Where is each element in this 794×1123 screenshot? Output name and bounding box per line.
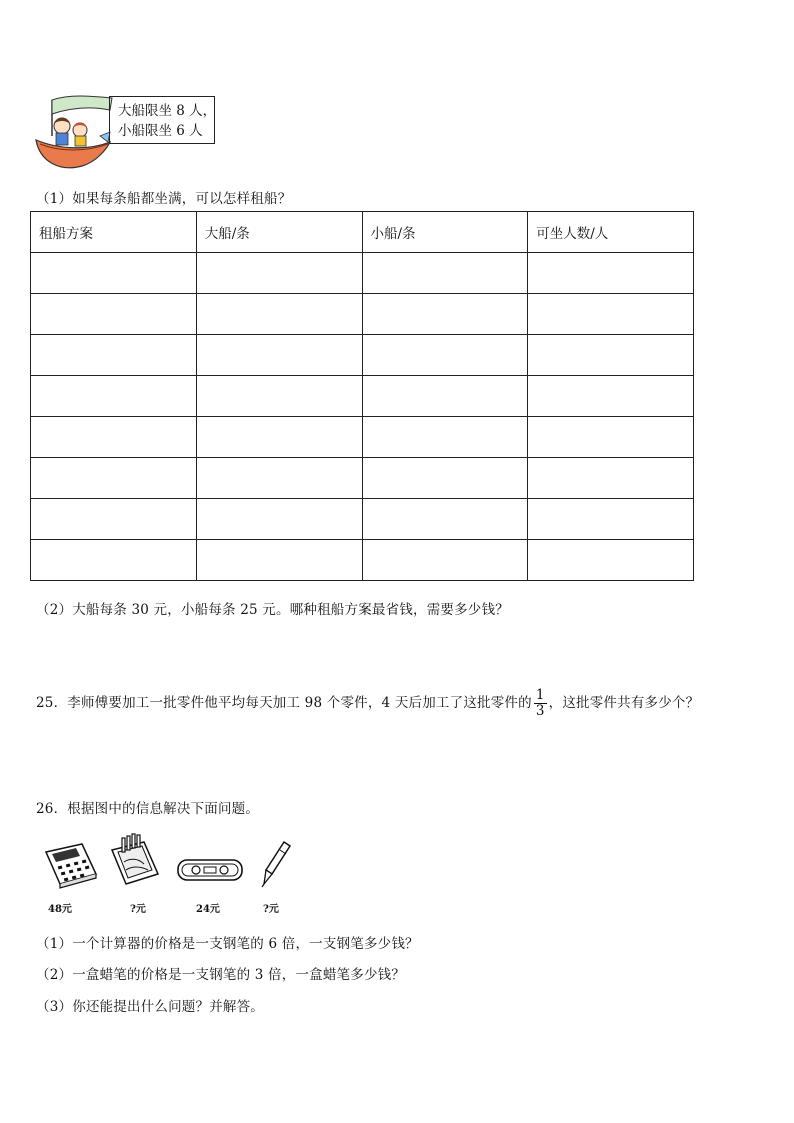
q24-part2-text: （2）大船每条 30 元，小船每条 25 元。哪种租船方案最省钱，需要多少钱？: [36, 602, 509, 618]
header-small-boats: 小船/条: [362, 212, 528, 253]
table-row: [31, 335, 694, 376]
boat-children-illustration: [30, 92, 114, 174]
table-header-row: [31, 212, 694, 253]
q26-part1-text: （1）一个计算器的价格是一支钢笔的 6 倍，一支钢笔多少钱？: [36, 936, 419, 952]
table-cell[interactable]: [528, 335, 694, 376]
table-cell[interactable]: [528, 376, 694, 417]
pencil-case-icon: [176, 854, 244, 890]
fraction-denominator: 3: [535, 703, 545, 719]
table-cell[interactable]: [196, 540, 362, 581]
calculator-icon: [42, 840, 98, 894]
q26-title: 26．根据图中的信息解决下面问题。: [36, 801, 260, 817]
table-cell[interactable]: [528, 540, 694, 581]
table-row: [31, 458, 694, 499]
callout-line-2: 小船限坐 6 人: [118, 123, 203, 139]
table-cell[interactable]: [362, 458, 528, 499]
table-row: [31, 253, 694, 294]
table-cell[interactable]: [362, 499, 528, 540]
header-plan: 租船方案: [31, 212, 197, 253]
table-cell[interactable]: [362, 376, 528, 417]
crayon-box-price: ?元: [130, 904, 146, 915]
table-cell[interactable]: [196, 253, 362, 294]
q24-part1-text: （1）如果每条船都坐满，可以怎样租船？: [36, 191, 292, 207]
table-cell[interactable]: [362, 294, 528, 335]
table-cell[interactable]: [196, 458, 362, 499]
table-cell[interactable]: [31, 417, 197, 458]
q26-part2-text: （2）一盒蜡笔的价格是一支钢笔的 3 倍，一盒蜡笔多少钱？: [36, 967, 406, 983]
table-cell[interactable]: [362, 540, 528, 581]
crayon-box-icon: [110, 832, 160, 894]
header-capacity: 可坐人数/人: [528, 212, 694, 253]
table-cell[interactable]: [528, 417, 694, 458]
rental-plan-table: [30, 211, 694, 581]
table-cell[interactable]: [31, 499, 197, 540]
table-cell[interactable]: [196, 376, 362, 417]
table-row: [31, 499, 694, 540]
table-cell[interactable]: [31, 540, 197, 581]
table-cell[interactable]: [362, 335, 528, 376]
fountain-pen-price: ?元: [263, 904, 279, 915]
table-row: [31, 417, 694, 458]
q25-text-after: ，这批零件共有多少个？: [548, 695, 700, 711]
table-cell[interactable]: [362, 253, 528, 294]
table-cell[interactable]: [362, 417, 528, 458]
table-cell[interactable]: [528, 253, 694, 294]
q25-question: [36, 688, 699, 719]
table-cell[interactable]: [196, 335, 362, 376]
q25-text-before: 25．李师傅要加工一批零件他平均每天加工 98 个零件，4 天后加工了这批零件的: [36, 695, 532, 711]
table-cell[interactable]: [196, 294, 362, 335]
calculator-price: 48元: [48, 904, 72, 915]
boat-capacity-callout: [109, 96, 215, 144]
table-cell[interactable]: [196, 417, 362, 458]
table-cell[interactable]: [31, 294, 197, 335]
table-row: [31, 376, 694, 417]
table-cell[interactable]: [196, 499, 362, 540]
table-cell[interactable]: [528, 499, 694, 540]
pencil-case-price: 24元: [196, 904, 220, 915]
fountain-pen-icon: [258, 840, 294, 892]
q26-part3-text: （3）你还能提出什么问题？并解答。: [36, 999, 264, 1015]
header-big-boats: 大船/条: [196, 212, 362, 253]
table-cell[interactable]: [31, 253, 197, 294]
fraction-one-third: [534, 688, 547, 719]
fraction-numerator: 1: [535, 687, 545, 703]
table-cell[interactable]: [528, 294, 694, 335]
table-cell[interactable]: [31, 335, 197, 376]
table-row: [31, 294, 694, 335]
callout-line-1: 大船限坐 8 人，: [118, 103, 217, 119]
table-cell[interactable]: [528, 458, 694, 499]
table-cell[interactable]: [31, 458, 197, 499]
table-row: [31, 540, 694, 581]
table-cell[interactable]: [31, 376, 197, 417]
